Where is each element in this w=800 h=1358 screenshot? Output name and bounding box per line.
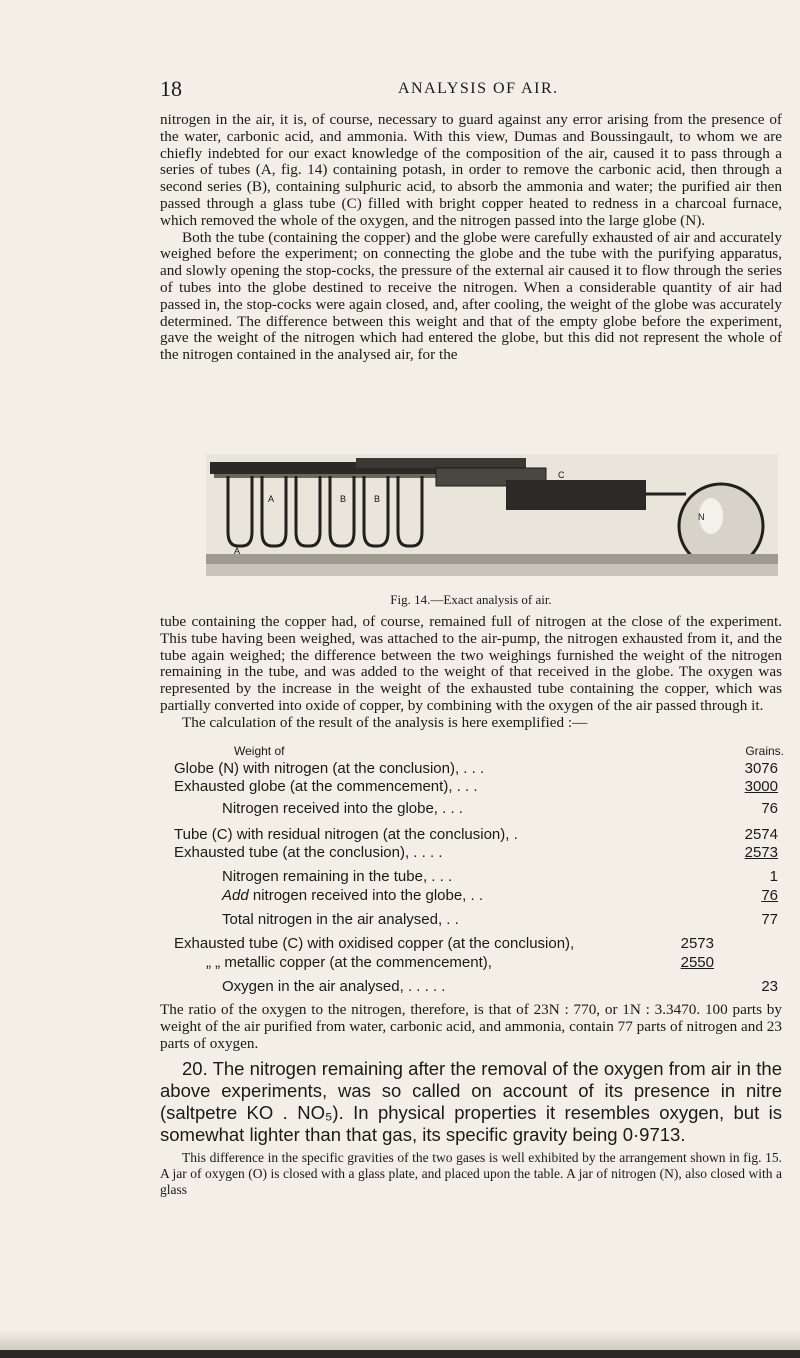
fig-label-a2: A xyxy=(268,494,275,504)
paragraph-6-text: This difference in the specific gravities of the two gases is well exhibited by the arrangement shown in fig. 15. A jar of oxygen (O) is closed with a glass plate, and placed upon the table. A jar of nitrogen (N), also closed with a glass xyxy=(160,1150,782,1197)
table-row xyxy=(206,954,714,973)
figure-caption: Fig. 14.—Exact analysis of air. xyxy=(390,592,552,607)
row-label: Exhausted globe (at the commencement), . . . xyxy=(174,778,478,795)
paragraph-5 xyxy=(160,1002,782,1052)
table-row xyxy=(222,887,778,906)
row-value: 1 xyxy=(769,868,778,885)
row-label: Exhausted tube (at the conclusion), . . . . xyxy=(174,844,443,861)
paragraph-5-text: The ratio of the oxygen to the nitrogen, therefore, is that of 23N : 770, or 1N : 3.3470. 100 parts by weight of the air purified from water, carbonic acid, and ammonia, contain 77 parts of nitrogen and 23 parts of oxygen. xyxy=(160,1001,782,1052)
fig-label-b2: B xyxy=(374,494,381,504)
row-label: Total nitrogen in the air analysed, . . xyxy=(222,911,459,928)
figure-14-apparatus xyxy=(206,454,778,576)
table-row xyxy=(174,778,778,797)
row-value: 23 xyxy=(761,978,778,995)
running-title: ANALYSIS OF AIR. xyxy=(398,80,559,97)
table-header xyxy=(234,744,784,760)
page-header xyxy=(160,76,780,100)
row-label xyxy=(222,887,483,904)
fig-label-b: B xyxy=(340,494,347,504)
page-bottom-edge xyxy=(0,1350,800,1358)
paragraph-3-text: tube containing the copper had, of course, remained full of nitrogen at the close of the experiment. This tube having been weighed, was attached to the air-pump, the nitrogen exhausted from it, and the tube again weighed; the difference between the two weighings furnished the weight of the nitrogen remaining in the tube, and was added to the weight of that received in the globe. The oxygen was represented by the increase in the weight of the exhausted tube containing the copper, which was partially converted into oxide of copper, by combining with the oxygen of the air passed through it. xyxy=(160,613,782,714)
row-value: 2573 xyxy=(744,844,778,861)
table-row xyxy=(174,935,714,954)
row-label: Globe (N) with nitrogen (at the conclusion), . . . xyxy=(174,760,485,777)
paragraph-2-text: Both the tube (containing the copper) and the globe were carefully exhausted of air and accurately weighed before the experiment; on connecting the globe and the tube with the purifying apparatus, and slowly opening the stop-cocks, the pressure of the external air caused it to flow through the series of tubes into the globe destined to receive the nitrogen. When a considerable quantity of air had passed in, the stop-cocks were again closed, and, after cooling, the weight of the globe was accurately determined. The difference between this weight and that of the empty globe before the experiment, gave the weight of the nitrogen which had entered the globe, but this did not represent the whole of the nitrogen contained in the analysed air, for the xyxy=(160,228,782,364)
row-label-em: Add xyxy=(222,887,249,904)
table-row xyxy=(222,978,778,997)
table-row xyxy=(174,826,778,845)
table-row xyxy=(174,844,778,863)
table-row xyxy=(174,760,778,779)
paragraph-1 xyxy=(160,112,782,364)
row-label: Tube (C) with residual nitrogen (at the conclusion), . xyxy=(174,826,518,843)
fig-label-a: A xyxy=(234,546,241,556)
row-label: Oxygen in the air analysed, . . . . . xyxy=(222,978,446,995)
paragraph-3 xyxy=(160,614,782,732)
section-20-text: 20. The nitrogen remaining after the removal of the oxygen from air in the above experiments, was so called on account of its presence in nitre (saltpetre KO . NO₅). In physical properties it resembles oxygen, but is somewhat lighter than that gas, its specific gravity being 0·9713. xyxy=(160,1058,782,1145)
row-value: 2574 xyxy=(744,826,778,843)
table-col-right: Grains. xyxy=(745,744,784,758)
section-20 xyxy=(160,1058,782,1146)
table-row xyxy=(222,800,778,819)
paragraph-6 xyxy=(160,1150,782,1198)
fig-label-c: C xyxy=(558,470,565,480)
row-label: Exhausted tube (C) with oxidised copper (at the conclusion), xyxy=(174,935,575,952)
table-row xyxy=(222,868,778,887)
table-col-left: Weight of xyxy=(234,744,285,758)
row-value: 3000 xyxy=(744,778,778,795)
row-value: 76 xyxy=(761,800,778,817)
paragraph-1-text: nitrogen in the air, it is, of course, necessary to guard against any error arising from the presence of the water, carbonic acid, and ammonia. With this view, Dumas and Boussingault, to whom we are chiefly indebted for our exact knowledge of the composition of the air, caused it to pass through a series of tubes (A, fig. 14) containing potash, in order to remove the carbonic acid, then through a second series (B), containing sulphuric acid, to absorb the ammonia and water; the purified air then passed through a glass tube (C) filled with bright copper heated to redness in a charcoal furnace, which removed the whole of the oxygen, and the nitrogen passed into the large globe (N). xyxy=(160,111,782,229)
row-value: 76 xyxy=(761,887,778,904)
fig-label-n: N xyxy=(698,512,705,522)
paragraph-4-text: The calculation of the result of the analysis is here exemplified :— xyxy=(182,713,588,731)
row-value: 2550 xyxy=(680,954,714,971)
row-label: „ „ metallic copper (at the commencement), xyxy=(206,954,492,971)
row-value: 3076 xyxy=(744,760,778,777)
page-number: 18 xyxy=(160,76,182,101)
row-value: 77 xyxy=(761,911,778,928)
row-value: 2573 xyxy=(680,935,714,952)
row-label: Nitrogen remaining in the tube, . . . xyxy=(222,868,453,885)
page-bottom-shade xyxy=(0,1330,800,1350)
table-row xyxy=(222,911,778,930)
row-label-rest: nitrogen received into the globe, . . xyxy=(248,887,484,904)
row-label: Nitrogen received into the globe, . . . xyxy=(222,800,463,817)
